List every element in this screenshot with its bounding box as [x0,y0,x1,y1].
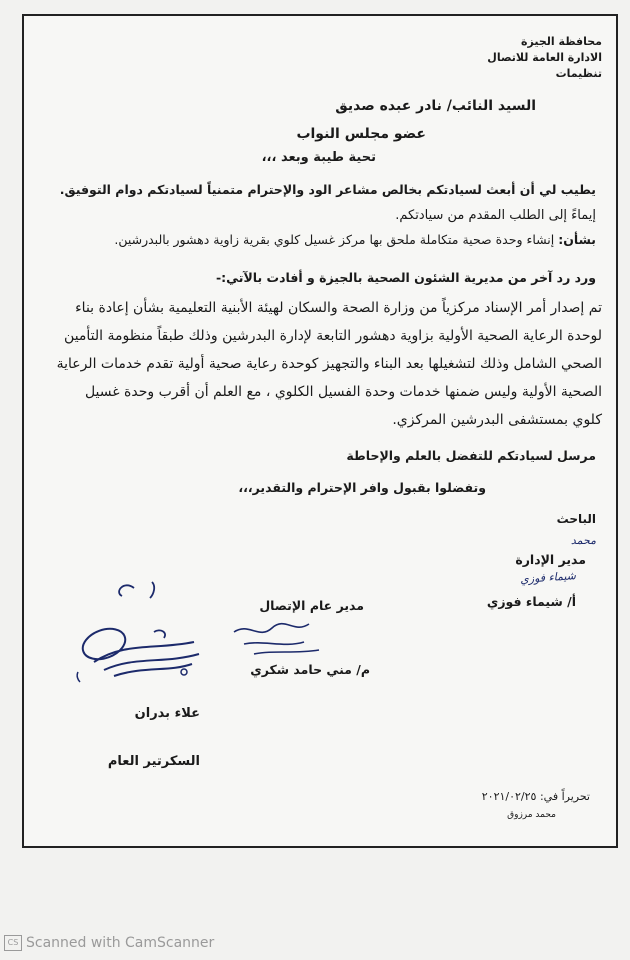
letter-header [402,34,602,82]
body-line: الصحية الأولية وليس ضمنها خدمات وحدة الفسيل الكلوي ، مع العلم أن أقرب وحدة غسيل [84,384,602,400]
body-line: الصحي الشامل وذلك لتشغيلها بعد البناء والتجهيز كوحدة رعاية صحية أولية تقدم خدمات الرعاية [56,356,602,372]
researcher-signature: محمد [570,534,596,547]
header-governorate: محافظة الجيزة [521,35,602,48]
body-line: تم إصدار أمر الإسناد مركزياً من وزارة الصحة والسكان لهيئة الأبنية التعليمية بشأن إعادة بناء [75,300,602,316]
edited-author: محمد مرزوق [507,810,556,820]
greeting: تحية طيبة وبعد ،،، [261,150,376,165]
subject-label: بشأن: [558,232,596,247]
header-department: الادارة العامة للاتصال [487,51,602,64]
intro-line-2: إيماءً إلى الطلب المقدم من سيادتكم. [395,208,596,223]
addressee-name: السيد النائب/ نادر عبده صديق [335,98,536,114]
camscanner-logo-icon: CS [4,935,22,951]
closing-line-1: مرسل لسيادتكم للتفضل بالعلم والإحاطة [346,448,596,463]
addressee-role: عضو مجلس النواب [296,126,426,142]
secretary-name: علاء بدران [134,706,200,721]
body-line: كلوي بمستشفى البدرشين المركزي. [392,412,602,428]
secretary-signature [64,572,214,692]
scanner-watermark [4,935,214,951]
intro-line-1: يطيب لي أن أبعث لسيادتكم بخالص مشاعر الود والإحترام متمنياً لسيادتكم دوام التوفيق. [59,182,596,197]
header-section: تنظيمات [555,67,602,80]
general-manager-name: م/ مني حامد شكري [250,662,370,677]
manager-handwritten-signature: شيماء فوزي [519,569,577,586]
letter-page [22,14,618,848]
watermark-text: Scanned with CamScanner [26,935,215,951]
general-manager-title: مدير عام الإتصال [259,598,364,613]
subject-text: إنشاء وحدة صحية متكاملة ملحق بها مركز غسيل كلوي بقرية زاوية دهشور بالبدرشين. [114,232,559,247]
general-manager-signature [224,614,344,660]
reply-heading: ورد رد آخر من مديرية الشئون الصحية بالجيزة و أفادت بالآتي:- [215,270,596,285]
manager-name: أ/ شيماء فوزي [486,594,576,609]
closing-line-2: وتفضلوا بقبول وافر الإحترام والتقدير،،، [238,480,486,495]
reply-body [34,294,602,434]
edited-date: تحريراً في: ٢٠٢١/٠٢/٢٥ [481,790,590,803]
researcher-label: الباحث [556,512,596,526]
subject-line [36,232,596,247]
body-line: لوحدة الرعاية الصحية الأولية بزاوية دهشور التابعة لإدارة البدرشين وذلك طبقاً منظومة التأمين [64,328,602,344]
secretary-title: السكرتير العام [107,754,200,769]
manager-title: مدير الإدارة [515,552,586,567]
